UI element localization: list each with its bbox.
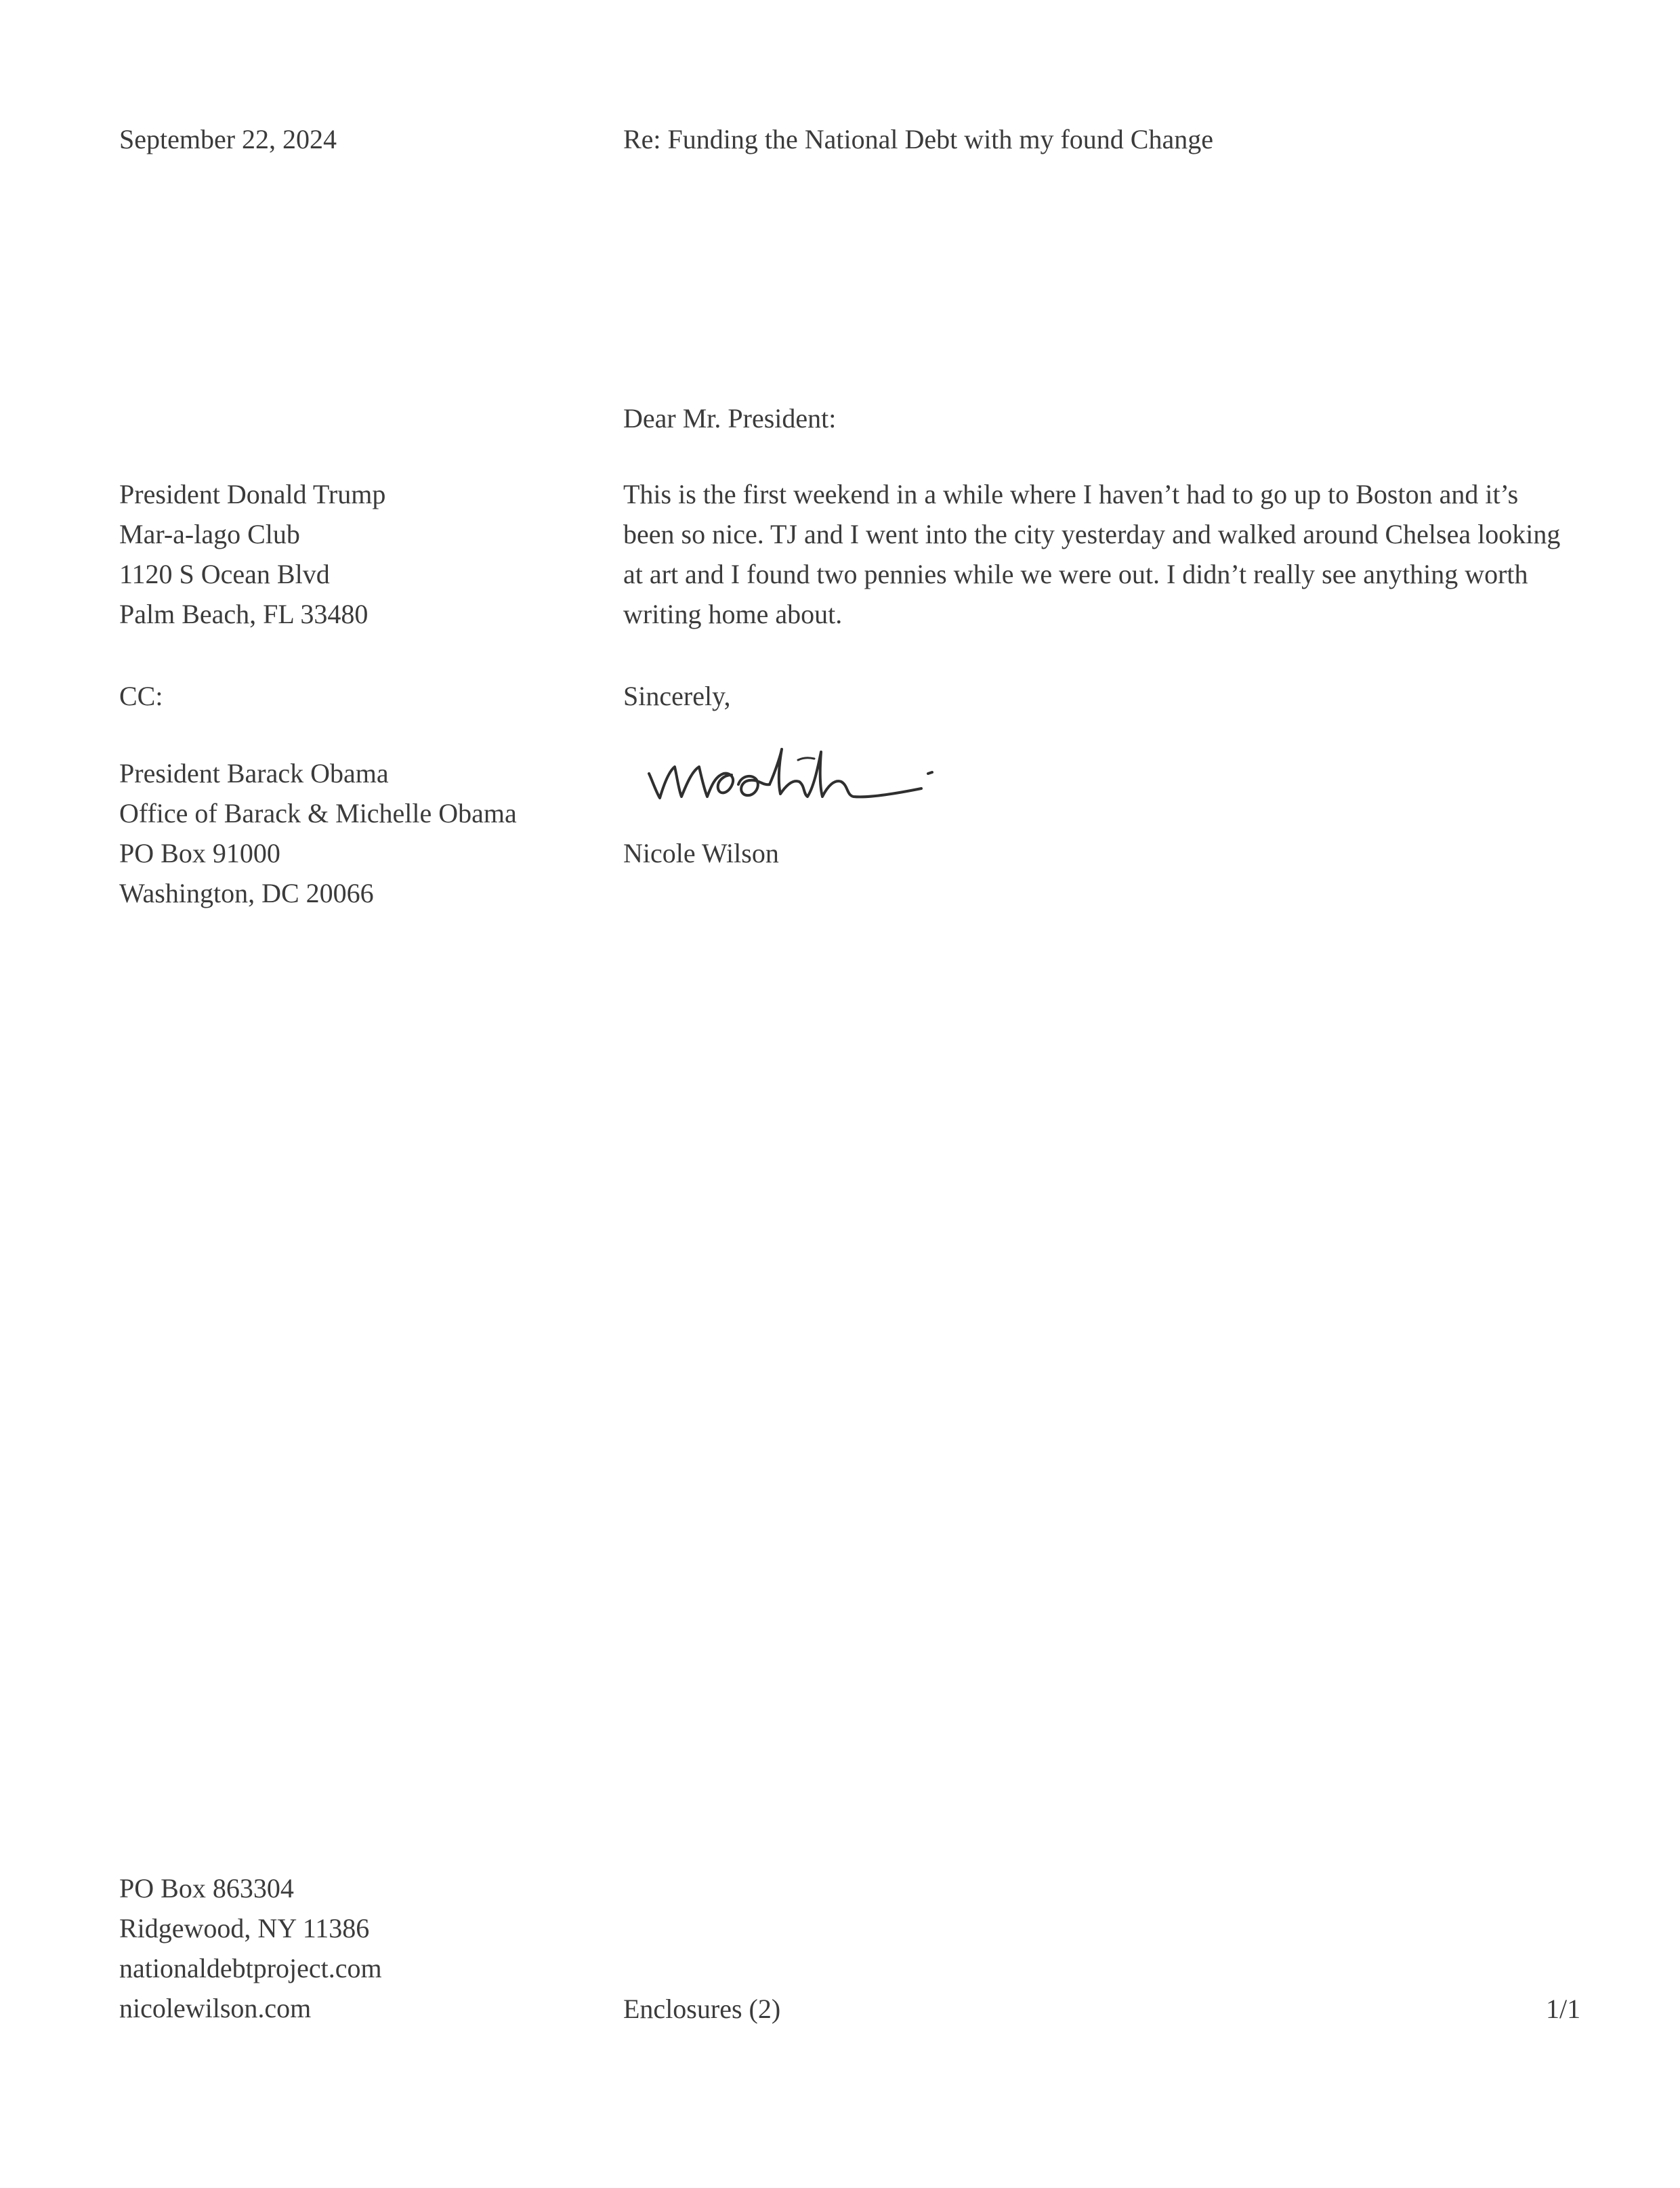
closing: Sincerely, [623,681,731,711]
letter-date: September 22, 2024 [119,124,337,154]
signer-name: Nicole Wilson [623,838,779,868]
sender-address [119,1868,382,2028]
body-paragraph: This is the first weekend in a while where I haven’t had to go up to Boston and it’s been so nice. TJ and I went into the city yesterday and walked around Chelsea looking at art and I found two pennies while we were out. I didn’t really see anything worth writing home about. [623,479,1561,629]
recipient-line: 1120 S Ocean Blvd [119,559,330,589]
letter-body [623,474,1572,634]
page-number: 1/1 [1546,1994,1581,2024]
recipient-address [119,474,385,634]
sender-line: nicolewilson.com [119,1993,312,2023]
cc-line: President Barack Obama [119,758,389,788]
cc-label: CC: [119,681,163,711]
recipient-line: Palm Beach, FL 33480 [119,599,369,629]
cc-line: Washington, DC 20066 [119,878,374,908]
sender-line: Ridgewood, NY 11386 [119,1913,370,1943]
enclosures-note: Enclosures (2) [623,1994,781,2024]
letter-subject: Re: Funding the National Debt with my found Change [623,124,1213,154]
handwritten-signature [637,732,975,820]
cc-recipient-address [119,753,517,913]
cc-line: PO Box 91000 [119,838,280,868]
sender-line: nationaldebtproject.com [119,1953,382,1983]
recipient-line: Mar-a-lago Club [119,519,300,549]
cc-line: Office of Barack & Michelle Obama [119,798,517,828]
recipient-line: President Donald Trump [119,479,386,509]
salutation: Dear Mr. President: [623,403,837,434]
sender-line: PO Box 863304 [119,1873,294,1903]
